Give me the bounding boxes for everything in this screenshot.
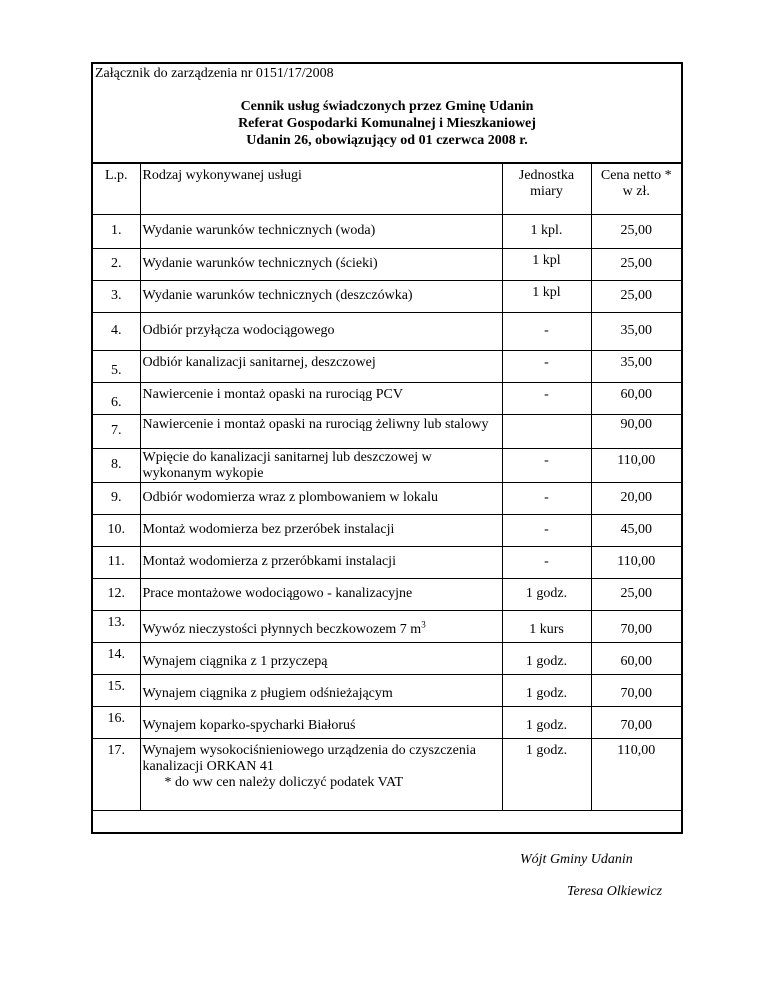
row-price: 110,00 bbox=[591, 546, 681, 578]
row-price: 110,00 bbox=[591, 738, 681, 810]
table-row bbox=[93, 514, 681, 546]
table-row bbox=[93, 738, 681, 810]
row-service: Montaż wodomierza z przeróbkami instalacji bbox=[140, 546, 502, 578]
row-lp: 5. bbox=[93, 350, 140, 382]
price-table bbox=[93, 164, 681, 811]
row-price: 25,00 bbox=[591, 280, 681, 312]
row-service-text: Wywóz nieczystości płynnych beczkowozem 7 m bbox=[142, 621, 422, 637]
row-unit: - bbox=[502, 448, 591, 482]
row-service: Wynajem koparko-spycharki Białoruś bbox=[140, 706, 502, 738]
row-service: Odbiór wodomierza wraz z plombowaniem w lokalu bbox=[140, 482, 502, 514]
table-row bbox=[93, 448, 681, 482]
row-price: 25,00 bbox=[591, 214, 681, 248]
row-unit: 1 godz. bbox=[502, 642, 591, 674]
table-row bbox=[93, 546, 681, 578]
table-row bbox=[93, 610, 681, 642]
row-lp: 7. bbox=[93, 414, 140, 448]
row-unit bbox=[502, 414, 591, 448]
row-lp: 2. bbox=[93, 248, 140, 280]
row-unit: - bbox=[502, 514, 591, 546]
row-lp: 4. bbox=[93, 312, 140, 350]
table-row bbox=[93, 482, 681, 514]
title-line-1: Cennik usług świadczonych przez Gminę Udanin bbox=[240, 99, 534, 114]
row-service: Wynajem ciągnika z pługiem odśnieżającym bbox=[140, 674, 502, 706]
row-lp: 13. bbox=[93, 610, 140, 642]
row-lp: 16. bbox=[93, 706, 140, 738]
column-header-unit bbox=[502, 164, 591, 214]
row-lp: 3. bbox=[93, 280, 140, 312]
row-unit: - bbox=[502, 350, 591, 382]
row-price: 35,00 bbox=[591, 312, 681, 350]
row-price: 110,00 bbox=[591, 448, 681, 482]
table-row bbox=[93, 214, 681, 248]
row-service: Prace montażowe wodociągowo - kanalizacyjne bbox=[140, 578, 502, 610]
row-price: 70,00 bbox=[591, 706, 681, 738]
row-unit: 1 kpl bbox=[502, 248, 591, 280]
row-price: 90,00 bbox=[591, 414, 681, 448]
row-service: Wydanie warunków technicznych (deszczówka) bbox=[140, 280, 502, 312]
row-lp: 15. bbox=[93, 674, 140, 706]
row-service: Odbiór przyłącza wodociągowego bbox=[140, 312, 502, 350]
table-row bbox=[93, 674, 681, 706]
row-price: 60,00 bbox=[591, 642, 681, 674]
row-service: Odbiór kanalizacji sanitarnej, deszczowej bbox=[140, 350, 502, 382]
row-price: 45,00 bbox=[591, 514, 681, 546]
row-service: Wydanie warunków technicznych (ścieki) bbox=[140, 248, 502, 280]
table-row bbox=[93, 382, 681, 414]
row-price: 20,00 bbox=[591, 482, 681, 514]
document-title bbox=[93, 98, 681, 149]
signatory-name: Teresa Olkiewicz bbox=[567, 884, 663, 899]
signature-title: Wójt Gminy Udanin bbox=[520, 852, 633, 867]
row-unit: 1 godz. bbox=[502, 674, 591, 706]
row-lp: 12. bbox=[93, 578, 140, 610]
column-header-unit-line2: miary bbox=[530, 184, 563, 199]
row-unit: - bbox=[502, 312, 591, 350]
table-row bbox=[93, 248, 681, 280]
table-header-row bbox=[93, 164, 681, 214]
column-header-price-line2: w zł. bbox=[622, 184, 650, 199]
row-service: Wpięcie do kanalizacji sanitarnej lub deszczowej w wykonanym wykopie bbox=[140, 448, 502, 482]
title-line-2: Referat Gospodarki Komunalnej i Mieszkaniowej bbox=[238, 116, 536, 131]
row-unit: 1 kpl. bbox=[502, 214, 591, 248]
row-service bbox=[140, 610, 502, 642]
cubic-superscript: 3 bbox=[421, 618, 426, 629]
row-lp: 17. bbox=[93, 738, 140, 810]
table-row bbox=[93, 414, 681, 448]
row-lp: 8. bbox=[93, 448, 140, 482]
column-header-service: Rodzaj wykonywanej usługi bbox=[140, 164, 502, 214]
row-unit: 1 kpl bbox=[502, 280, 591, 312]
row-unit: 1 godz. bbox=[502, 738, 591, 810]
table-row bbox=[93, 350, 681, 382]
column-header-unit-line1: Jednostka bbox=[518, 168, 575, 183]
table-row bbox=[93, 280, 681, 312]
row-unit: 1 godz. bbox=[502, 706, 591, 738]
column-header-lp: L.p. bbox=[93, 164, 140, 214]
row-price: 60,00 bbox=[591, 382, 681, 414]
row-price: 35,00 bbox=[591, 350, 681, 382]
header-box bbox=[93, 64, 681, 164]
row-unit: - bbox=[502, 482, 591, 514]
row-unit: 1 kurs bbox=[502, 610, 591, 642]
row-lp: 11. bbox=[93, 546, 140, 578]
table-row bbox=[93, 312, 681, 350]
row-lp: 10. bbox=[93, 514, 140, 546]
row-price: 70,00 bbox=[591, 610, 681, 642]
column-header-price bbox=[591, 164, 681, 214]
vat-note: * do ww cen należy doliczyć podatek VAT bbox=[164, 774, 404, 790]
attachment-reference: Załącznik do zarządzenia nr 0151/17/2008 bbox=[95, 66, 334, 81]
row-service: Nawiercenie i montaż opaski na rurociąg PCV bbox=[140, 382, 502, 414]
row-lp: 9. bbox=[93, 482, 140, 514]
table-row bbox=[93, 706, 681, 738]
row-service: Montaż wodomierza bez przeróbek instalacji bbox=[140, 514, 502, 546]
title-line-3: Udanin 26, obowiązujący od 01 czerwca 2008 r. bbox=[246, 133, 528, 148]
row-lp: 1. bbox=[93, 214, 140, 248]
row-price: 25,00 bbox=[591, 578, 681, 610]
table-row bbox=[93, 642, 681, 674]
column-header-price-line1: Cena netto * bbox=[600, 168, 672, 183]
row-service bbox=[140, 738, 502, 810]
row-service: Wynajem ciągnika z 1 przyczepą bbox=[140, 642, 502, 674]
table-row bbox=[93, 578, 681, 610]
row-lp: 6. bbox=[93, 382, 140, 414]
row-price: 25,00 bbox=[591, 248, 681, 280]
row-price: 70,00 bbox=[591, 674, 681, 706]
document-frame bbox=[91, 62, 683, 834]
row-unit: 1 godz. bbox=[502, 578, 591, 610]
row-unit: - bbox=[502, 546, 591, 578]
row-service: Wydanie warunków technicznych (woda) bbox=[140, 214, 502, 248]
row-service-text: Wynajem wysokociśnieniowego urządzenia do czyszczenia kanalizacji ORKAN 41 bbox=[142, 742, 476, 774]
row-unit: - bbox=[502, 382, 591, 414]
row-lp: 14. bbox=[93, 642, 140, 674]
row-service: Nawiercenie i montaż opaski na rurociąg żeliwny lub stalowy bbox=[140, 414, 502, 448]
